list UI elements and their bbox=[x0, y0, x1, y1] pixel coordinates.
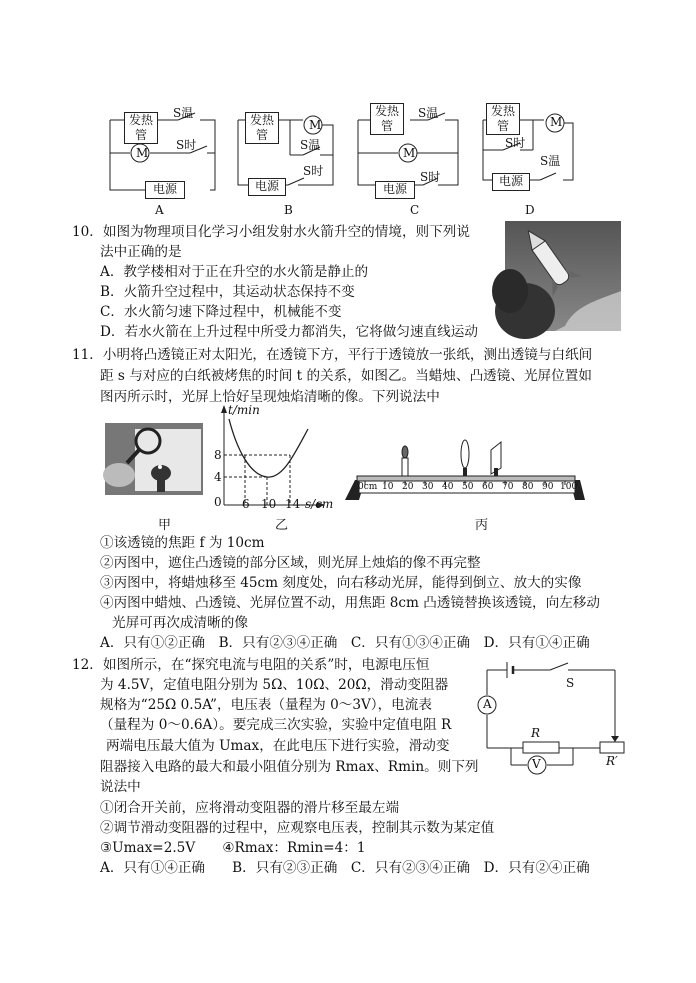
q11-statement-4-cont: 光屏可再次成清晰的像 bbox=[112, 615, 248, 631]
bench-tick: 30 bbox=[422, 482, 434, 492]
graph-xlabel: s/cm bbox=[305, 497, 334, 511]
q10-stem: 法中正确的是 bbox=[100, 244, 182, 260]
graph-xtick: 6 bbox=[242, 497, 250, 511]
option-label-b: B bbox=[284, 203, 293, 217]
water-rocket-photo bbox=[505, 221, 621, 331]
motor-symbol: M bbox=[136, 146, 149, 160]
switch-temp-label: S温 bbox=[300, 138, 321, 152]
switch-time-label: S时 bbox=[303, 164, 324, 178]
bench-tick: 60 bbox=[482, 482, 494, 492]
bench-tick: 20 bbox=[402, 482, 414, 492]
q11-stem: 11．小明将凸透镜正对太阳光，在透镜下方，平行于透镜放一张纸，测出透镜与白纸间 bbox=[72, 347, 593, 363]
heater-tube: 发热管 bbox=[486, 103, 520, 135]
graph-ylabel: t/min bbox=[228, 403, 260, 417]
bench-tick: 50 bbox=[462, 482, 474, 492]
q10-option-c: C．水火箭匀速下降过程中，机械能不变 bbox=[100, 304, 342, 320]
bench-tick: 100 bbox=[560, 482, 578, 492]
switch-temp-label: S温 bbox=[540, 154, 561, 168]
switch-label: S bbox=[566, 676, 575, 690]
heater-tube: 发热管 bbox=[245, 112, 279, 144]
graph-ytick: 8 bbox=[214, 448, 222, 462]
switch-time-label: S时 bbox=[420, 170, 441, 184]
bench-tick: 90 bbox=[542, 482, 554, 492]
graph-xtick: 14 bbox=[285, 497, 301, 511]
graph-xtick: 10 bbox=[261, 497, 277, 511]
bench-tick: 80 bbox=[522, 482, 534, 492]
q12-stem: （量程为 0～0.6A）。要完成三次实验，实验中定值电阻 R bbox=[100, 717, 452, 733]
switch-time-label: S时 bbox=[505, 136, 526, 150]
q12-stem: 说法中 bbox=[100, 779, 141, 795]
q12-choices: A．只有①④正确 B．只有②③正确 C．只有②③④正确 D．只有②④正确 bbox=[100, 860, 590, 876]
q11-statement-1: ①该透镜的焦距 f 为 10cm bbox=[100, 535, 265, 551]
q11-statement-2: ②丙图中，遮住凸透镜的部分区域，则光屏上烛焰的像不再完整 bbox=[100, 555, 481, 571]
heater-tube: 发热管 bbox=[124, 112, 158, 144]
power-source: 电源 bbox=[145, 181, 185, 199]
q12-statement-1: ①闭合开关前，应将滑动变阻器的滑片移至最左端 bbox=[100, 800, 400, 816]
q12-statement-34: ③Umax=2.5V ④Rmax：Rmin=4：1 bbox=[100, 840, 366, 856]
heater-tube: 发热管 bbox=[370, 103, 404, 135]
switch-temp-label: S温 bbox=[418, 106, 439, 120]
ammeter-label: A bbox=[483, 697, 492, 711]
q10-stem: 10．如图为物理项目化学习小组发射水火箭升空的情境，则下列说 bbox=[72, 224, 470, 240]
graph-ytick: 4 bbox=[214, 470, 222, 484]
power-source: 电源 bbox=[492, 173, 530, 191]
graph-ytick: 0 bbox=[214, 495, 222, 509]
motor-symbol: M bbox=[309, 118, 322, 132]
option-label-a: A bbox=[155, 203, 164, 217]
option-label-d: D bbox=[525, 203, 535, 217]
option-label-c: C bbox=[410, 203, 420, 217]
figure-label-bing: 丙 bbox=[475, 518, 489, 533]
q11-statement-3: ③丙图中，将蜡烛移至 45cm 刻度处，向右移动光屏，能得到倒立、放大的实像 bbox=[100, 575, 582, 591]
q12-statement-2: ②调节滑动变阻器的过程中，应观察电压表，控制其示数为某定值 bbox=[100, 820, 495, 836]
power-source: 电源 bbox=[375, 181, 415, 199]
motor-symbol: M bbox=[403, 146, 416, 160]
bench-tick: 40 bbox=[442, 482, 454, 492]
q11-statement-4: ④丙图中蜡烛、凸透镜、光屏位置不动，用焦距 8cm 凸透镜替换该透镜，向左移动 bbox=[100, 595, 600, 611]
q11-stem: 图丙所示时，光屏上恰好呈现烛焰清晰的像。下列说法中 bbox=[100, 389, 440, 405]
bench-tick: 10 bbox=[382, 482, 394, 492]
figure-bing-bench bbox=[345, 430, 585, 510]
bench-tick: 70 bbox=[502, 482, 514, 492]
bench-unit: 0cm bbox=[358, 482, 378, 492]
figure-jia-photo bbox=[105, 423, 203, 495]
rheostat-label: R′ bbox=[606, 754, 618, 768]
figure-label-yi: 乙 bbox=[275, 518, 289, 533]
q12-stem: 两端电压最大值为 Umax，在此电压下进行实验，滑动变 bbox=[106, 738, 450, 754]
q12-stem: 规格为“25Ω 0.5A”，电压表（量程为 0～3V），电流表 bbox=[100, 697, 432, 713]
q12-stem: 12．如图所示，在“探究电流与电阻的关系”时，电源电压恒 bbox=[72, 657, 430, 673]
power-source: 电源 bbox=[248, 178, 286, 196]
resistor-label: R bbox=[531, 726, 541, 740]
switch-temp-label: S温 bbox=[173, 106, 194, 120]
q10-option-d: D．若水火箭在上升过程中所受力都消失，它将做匀速直线运动 bbox=[100, 324, 478, 340]
q11-choices: A．只有①②正确 B．只有②③④正确 C．只有①③④正确 D．只有①④正确 bbox=[100, 635, 590, 651]
figure-label-jia: 甲 bbox=[158, 518, 172, 533]
q11-stem: 距 s 与对应的白纸被烤焦的时间 t 的关系，如图乙。当蜡烛、凸透镜、光屏位置如 bbox=[100, 368, 592, 384]
motor-symbol: M bbox=[550, 115, 563, 129]
voltmeter-label: V bbox=[532, 757, 541, 771]
q10-option-a: A．教学楼相对于正在升空的水火箭是静止的 bbox=[100, 264, 369, 280]
switch-time-label: S时 bbox=[176, 138, 197, 152]
q12-stem: 阻器接入电路的最大和最小阻值分别为 Rmax、Rmin。则下列 bbox=[100, 759, 479, 775]
q10-option-b: B．火箭升空过程中，其运动状态保持不变 bbox=[100, 284, 355, 300]
q12-stem: 为 4.5V，定值电阻分别为 5Ω、10Ω、20Ω，滑动变阻器 bbox=[100, 677, 449, 693]
